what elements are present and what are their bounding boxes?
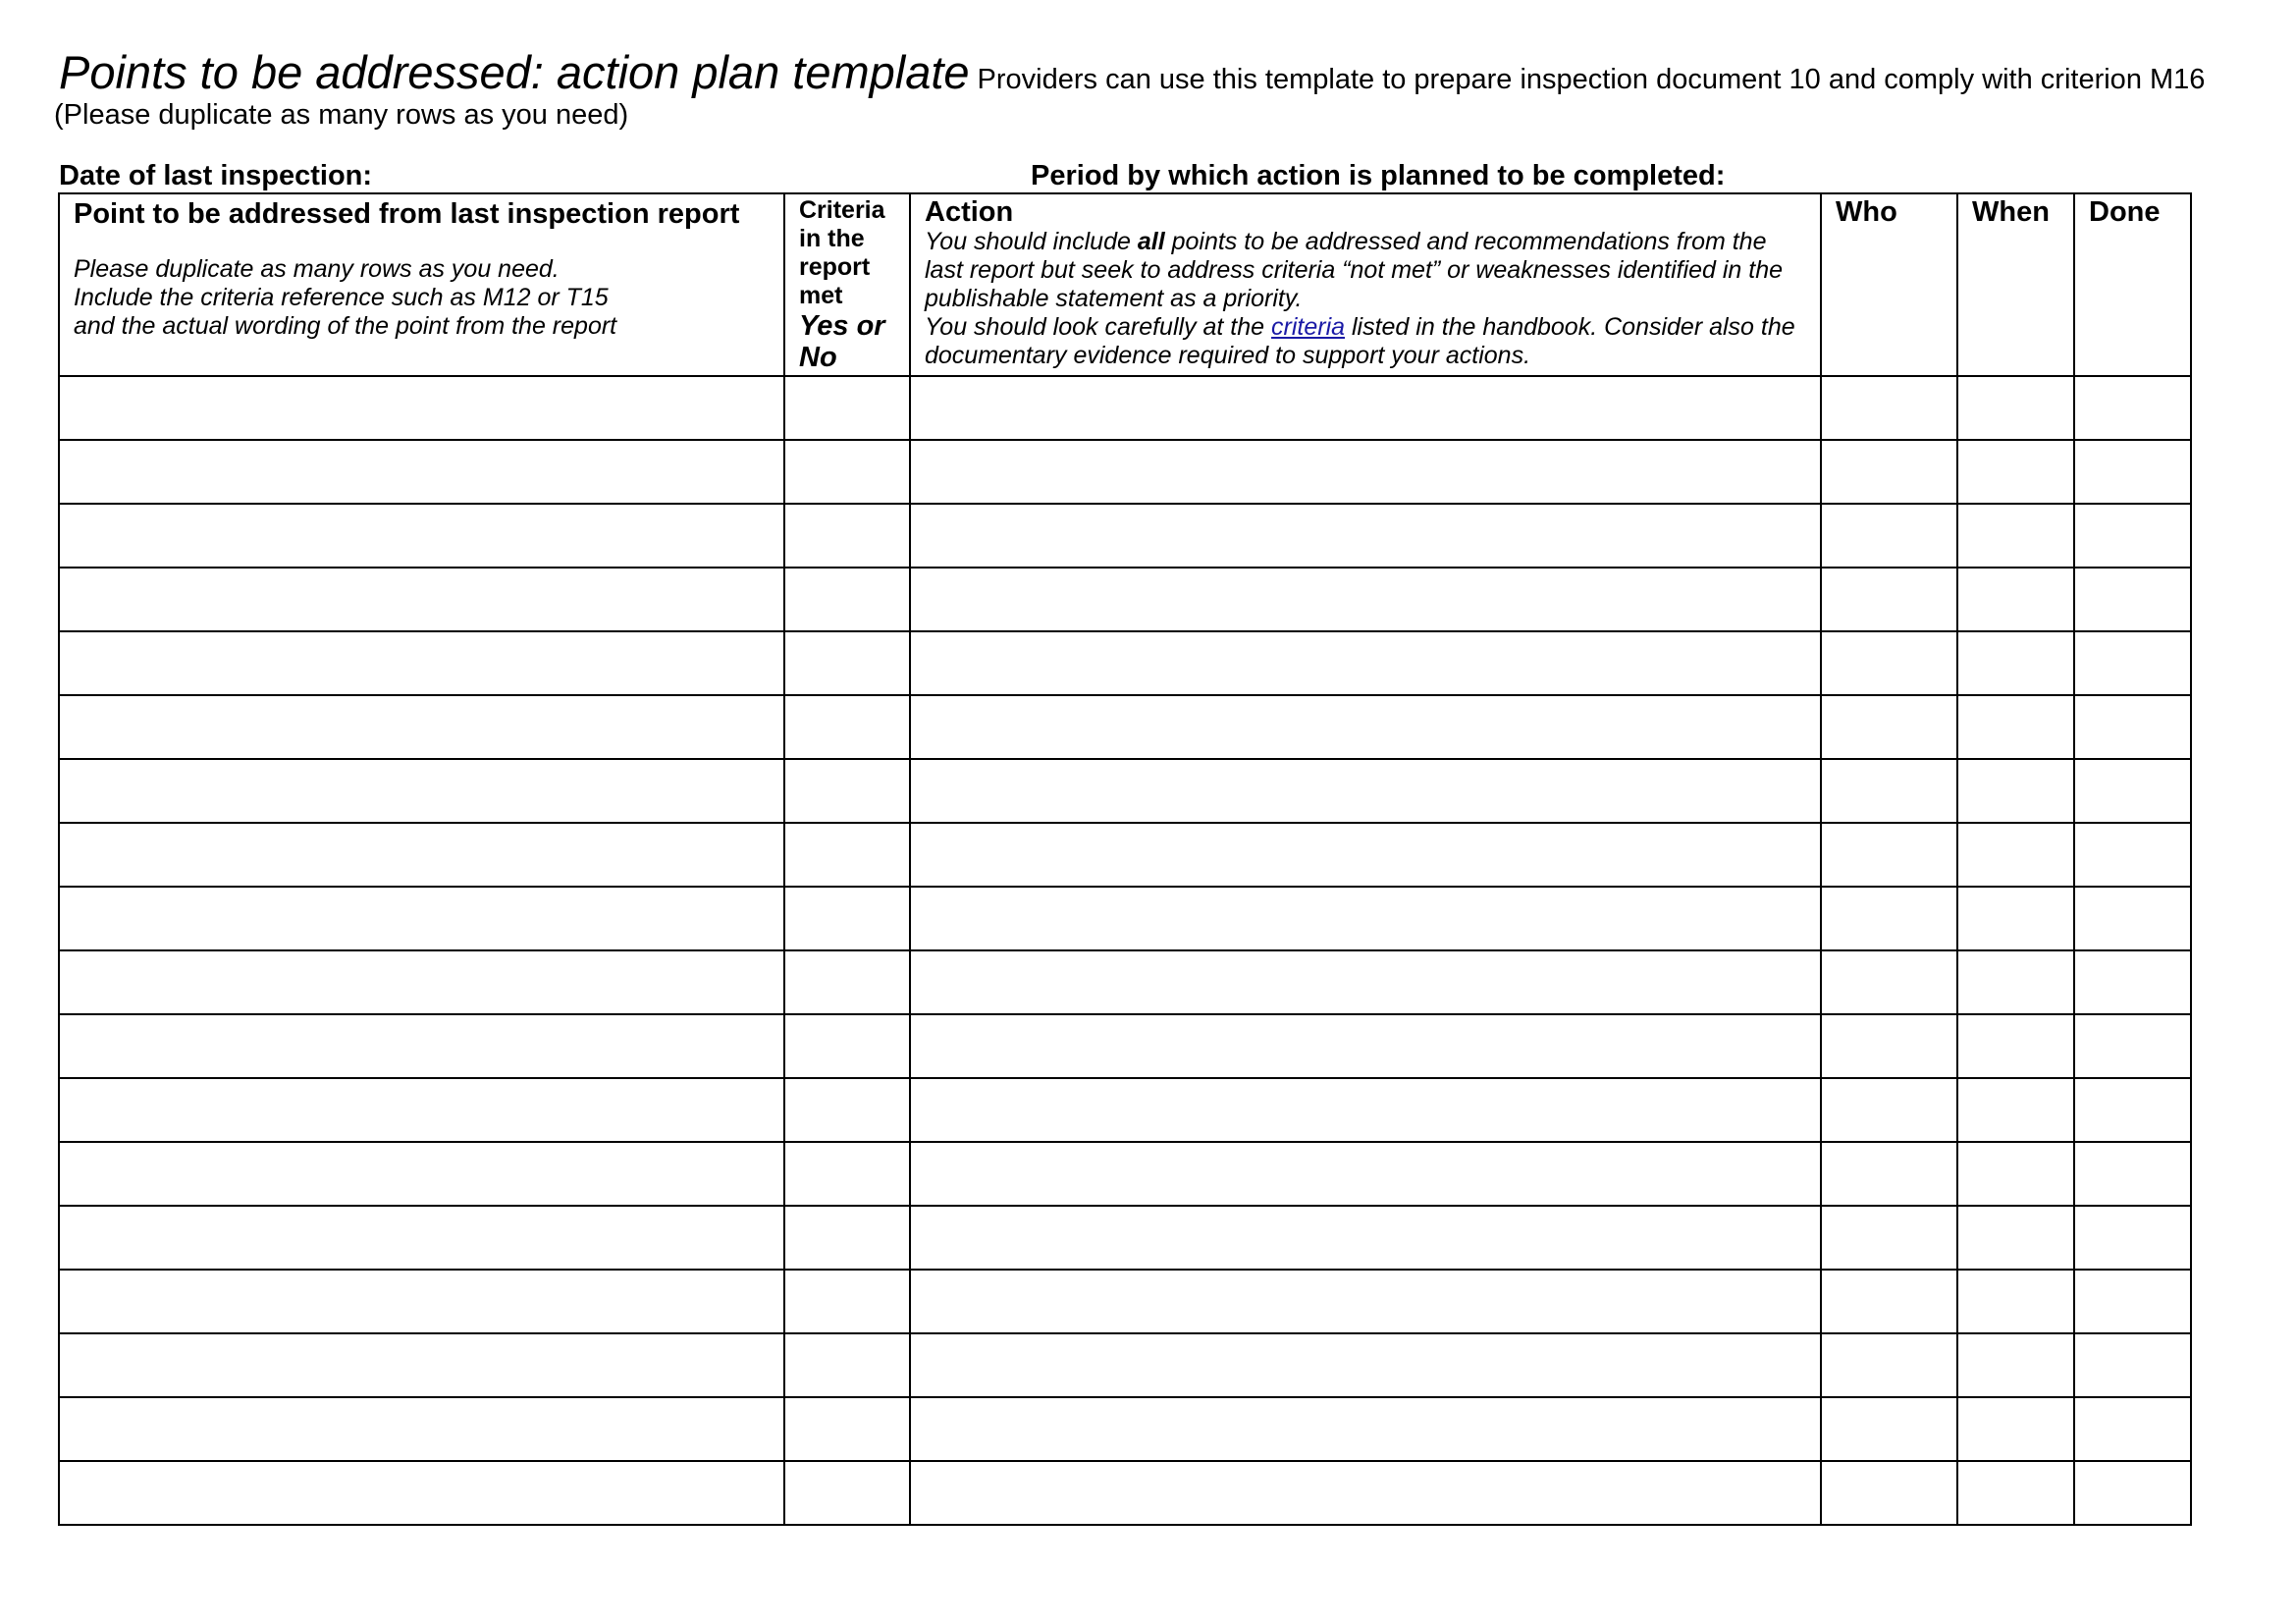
header-done [2074,193,2191,376]
criteria-met-cell[interactable] [784,695,910,759]
who-cell[interactable] [1821,376,1957,440]
point-cell[interactable] [59,823,784,887]
point-cell[interactable] [59,887,784,950]
done-cell[interactable] [2074,950,2191,1014]
action-cell[interactable] [910,631,1821,695]
header-criteria-line-4: met [799,282,843,309]
when-cell[interactable] [1957,1461,2074,1525]
criteria-met-cell[interactable] [784,631,910,695]
who-cell[interactable] [1821,1270,1957,1333]
action-cell[interactable] [910,440,1821,504]
done-cell[interactable] [2074,1206,2191,1270]
action-cell[interactable] [910,1461,1821,1525]
table-row [59,440,2191,504]
table-row [59,631,2191,695]
completion-period-label: Period by which action is planned to be completed: [1031,160,1726,191]
table-row [59,1142,2191,1206]
duplicate-rows-note: (Please duplicate as many rows as you need) [54,99,629,131]
header-when [1957,193,2074,376]
done-cell[interactable] [2074,1014,2191,1078]
point-cell[interactable] [59,504,784,568]
action-cell[interactable] [910,1014,1821,1078]
criteria-met-cell[interactable] [784,1078,910,1142]
who-cell[interactable] [1821,823,1957,887]
done-cell[interactable] [2074,1397,2191,1461]
table-header-row [59,193,2191,376]
header-action-paragraph-2 [925,313,1806,370]
criteria-met-cell[interactable] [784,1014,910,1078]
when-cell[interactable] [1957,1333,2074,1397]
when-cell[interactable] [1957,568,2074,631]
who-cell[interactable] [1821,504,1957,568]
who-cell[interactable] [1821,1142,1957,1206]
criteria-met-cell[interactable] [784,823,910,887]
criteria-link[interactable]: criteria [1271,313,1346,341]
who-cell[interactable] [1821,887,1957,950]
criteria-met-cell[interactable] [784,1142,910,1206]
action-cell[interactable] [910,759,1821,823]
point-cell[interactable] [59,1270,784,1333]
who-cell[interactable] [1821,759,1957,823]
title-line [59,45,2205,99]
done-cell[interactable] [2074,376,2191,440]
header-when-title: When [1972,196,2050,228]
who-cell[interactable] [1821,695,1957,759]
criteria-met-cell[interactable] [784,1270,910,1333]
criteria-met-cell[interactable] [784,1397,910,1461]
table-row [59,1014,2191,1078]
table-row [59,950,2191,1014]
page-title: Points to be addressed: action plan template [59,46,970,98]
header-done-title: Done [2089,196,2161,228]
when-cell[interactable] [1957,887,2074,950]
header-point-note-1: Please duplicate as many rows as you need. [74,255,560,283]
table-row [59,1270,2191,1333]
criteria-met-cell[interactable] [784,759,910,823]
header-criteria-line-3: report [799,253,871,281]
when-cell[interactable] [1957,376,2074,440]
point-cell[interactable] [59,631,784,695]
criteria-met-cell[interactable] [784,1461,910,1525]
page-subtitle: Providers can use this template to prepare inspection document 10 and comply with criterion M16 [977,64,2206,95]
point-cell[interactable] [59,1333,784,1397]
action-text-emphasis: all [1137,228,1165,255]
header-criteria-line-1: Criteria [799,196,885,224]
action-text-part: listed in the handbook. Consider also the documentary evidence required to support your actions. [925,313,1795,369]
point-cell[interactable] [59,1397,784,1461]
header-criteria-met [784,193,910,376]
header-who-title: Who [1836,196,1897,228]
table-row [59,823,2191,887]
point-cell[interactable] [59,759,784,823]
when-cell[interactable] [1957,759,2074,823]
table-row [59,1461,2191,1525]
table-row [59,1206,2191,1270]
when-cell[interactable] [1957,1142,2074,1206]
when-cell[interactable] [1957,695,2074,759]
table-row [59,1078,2191,1142]
header-action [910,193,1821,376]
when-cell[interactable] [1957,1014,2074,1078]
done-cell[interactable] [2074,887,2191,950]
who-cell[interactable] [1821,1397,1957,1461]
when-cell[interactable] [1957,823,2074,887]
done-cell[interactable] [2074,759,2191,823]
action-cell[interactable] [910,1270,1821,1333]
action-cell[interactable] [910,1206,1821,1270]
point-cell[interactable] [59,440,784,504]
header-action-paragraph-1 [925,228,1806,313]
point-cell[interactable] [59,1078,784,1142]
header-action-title: Action [925,196,1014,228]
done-cell[interactable] [2074,504,2191,568]
criteria-met-cell[interactable] [784,1333,910,1397]
action-cell[interactable] [910,887,1821,950]
when-cell[interactable] [1957,1270,2074,1333]
action-text-part: You should look carefully at the [925,313,1272,341]
when-cell[interactable] [1957,440,2074,504]
action-plan-body [59,376,2191,1525]
header-who [1821,193,1957,376]
action-cell[interactable] [910,1142,1821,1206]
done-cell[interactable] [2074,823,2191,887]
action-cell[interactable] [910,376,1821,440]
who-cell[interactable] [1821,631,1957,695]
action-cell[interactable] [910,568,1821,631]
when-cell[interactable] [1957,1397,2074,1461]
table-row [59,1333,2191,1397]
done-cell[interactable] [2074,568,2191,631]
when-cell[interactable] [1957,1206,2074,1270]
point-cell[interactable] [59,568,784,631]
criteria-met-cell[interactable] [784,887,910,950]
header-point-title: Point to be addressed from last inspection report [74,198,740,230]
done-cell[interactable] [2074,631,2191,695]
action-cell[interactable] [910,504,1821,568]
when-cell[interactable] [1957,631,2074,695]
done-cell[interactable] [2074,1078,2191,1142]
when-cell[interactable] [1957,1078,2074,1142]
point-cell[interactable] [59,950,784,1014]
header-criteria-yes-or: Yes or [799,310,885,342]
action-cell[interactable] [910,950,1821,1014]
action-cell[interactable] [910,1397,1821,1461]
table-row [59,695,2191,759]
point-cell[interactable] [59,1142,784,1206]
done-cell[interactable] [2074,695,2191,759]
point-cell[interactable] [59,376,784,440]
who-cell[interactable] [1821,1014,1957,1078]
point-cell[interactable] [59,1206,784,1270]
criteria-met-cell[interactable] [784,440,910,504]
done-cell[interactable] [2074,1270,2191,1333]
header-point-note-2: Include the criteria reference such as M12 or T15 [74,284,609,311]
header-point-to-address [59,193,784,376]
done-cell[interactable] [2074,1333,2191,1397]
who-cell[interactable] [1821,1078,1957,1142]
action-text-part: points to be addressed and recommendations from the last report but seek to address criteria “not met” or weaknesses identified in the publishable statement as a priority. [925,228,1784,312]
action-text-part: You should include [925,228,1138,255]
action-cell[interactable] [910,1078,1821,1142]
done-cell[interactable] [2074,440,2191,504]
criteria-met-cell[interactable] [784,504,910,568]
who-cell[interactable] [1821,950,1957,1014]
done-cell[interactable] [2074,1142,2191,1206]
criteria-met-cell[interactable] [784,376,910,440]
table-row [59,376,2191,440]
date-of-last-inspection-label: Date of last inspection: [59,160,373,191]
criteria-met-cell[interactable] [784,1206,910,1270]
header-criteria-line-2: in the [799,225,865,252]
action-cell[interactable] [910,823,1821,887]
who-cell[interactable] [1821,440,1957,504]
header-criteria-no: No [799,342,837,373]
table-row [59,759,2191,823]
who-cell[interactable] [1821,1333,1957,1397]
done-cell[interactable] [2074,1461,2191,1525]
point-cell[interactable] [59,1014,784,1078]
point-cell[interactable] [59,695,784,759]
table-row [59,887,2191,950]
who-cell[interactable] [1821,1206,1957,1270]
action-cell[interactable] [910,1333,1821,1397]
point-cell[interactable] [59,1461,784,1525]
criteria-met-cell[interactable] [784,950,910,1014]
table-row [59,568,2191,631]
header-point-note-3: and the actual wording of the point from the report [74,312,617,340]
table-row [59,1397,2191,1461]
table-row [59,504,2191,568]
when-cell[interactable] [1957,950,2074,1014]
action-cell[interactable] [910,695,1821,759]
when-cell[interactable] [1957,504,2074,568]
criteria-met-cell[interactable] [784,568,910,631]
action-plan-table [58,192,2192,1526]
who-cell[interactable] [1821,568,1957,631]
who-cell[interactable] [1821,1461,1957,1525]
